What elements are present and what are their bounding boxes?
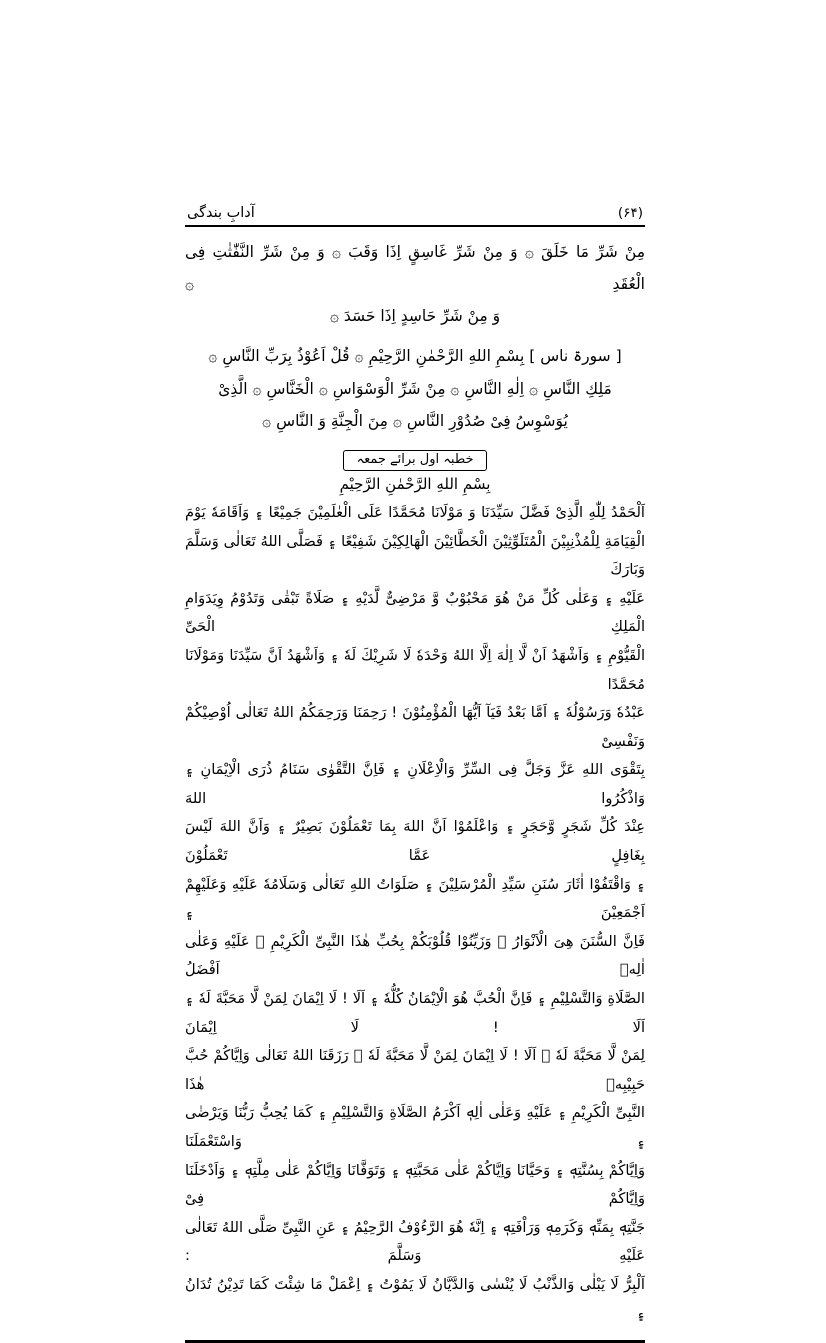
page-content xyxy=(185,205,645,1343)
khutba-body-line: عَلَيْهِ ۽ وَعَلٰى كُلِّ مَنْ هُوَ مَحْبُوْبٌ وَّ مَرْضِىٌّ لَّدَيْهِ ۽ صَلَاةً تَبْقٰى وَتَدُوْمُ وِيَدَوَامِ الْمَلِكِ الْحَىِّ xyxy=(185,589,645,636)
khutba-body-line: الصَّلَاةِ وَالتَّسْلِيْمِ ۽ فَاِنَّ الْحُبَّ هُوَ الْاِيْمَانُ كُلُّهٗ ۽ اَلَا ! لَا اِيْمَانَ لِمَنْ لَّا مَحَبَّةَ لَهٗ ۽ اَلَا ! لَا اِيْمَانَ xyxy=(185,990,645,1036)
book-title: آدابِ بندگی xyxy=(187,205,255,221)
khutba-body xyxy=(185,499,645,1328)
khutba-body-line: جَنَّتِهٖ بِمَنِّهٖ وَكَرَمِهٖ وَرَاْفَتِهٖ ۽ اِنَّهٗ هُوَ الرَّءُوْفُ الرَّحِيْمُ ۽ عَنِ النَّبِىِّ صَلَّى اللهُ تَعَالٰى عَلَيْهِ وَسَلَّمَ : xyxy=(185,1218,645,1265)
quran-verses-falaq xyxy=(185,237,645,332)
khutba-body-line: اَلْبِرُّ لَا يَبْلٰى وَالذَّنْبُ لَا يُنْسٰى وَالدَّيَّانُ لَا يَمُوْتُ ۽ اِعْمَلْ مَا شِئْتَ كَمَا تَدِيْنُ تُدَانُ ۽ xyxy=(185,1275,645,1322)
khutba-body-line: النَّبِىِّ الْكَرِيْمِ ۽ عَلَيْهِ وَعَلٰى اٰلِهٖ اَكْرَمُ الصَّلَاةِ وَالتَّسْلِيْمِ ۽ كَمَا يُحِبُّ رَبُّنَا وَيَرْضٰى ۽ وَاسْتَعْمَلَنَا xyxy=(185,1104,645,1150)
khutba-body-line: فَاِنَّ السُّنَنَ هِىَ الْاَنْوَارُ ۽ وَزَيِّنُوْا قُلُوْبَكُمْ بِحُبِّ هٰذَا النَّبِىِّ الْكَرِيْمِ ۽ عَلَيْهِ وَعَلٰى اٰلِهٖ اَفْضَلُ xyxy=(185,932,645,979)
page-number: (۶۴) xyxy=(617,205,643,221)
header-divider xyxy=(185,225,645,227)
khutba-body-line: اَلْحَمْدُ لِلّٰهِ الَّذِىْ فَضَّلَ سَيِّدَنَا وَ مَوْلَانَا مُحَمَّدًا عَلَى الْعٰلَمِيْنَ جَمِيْعًا ۽ وَاَقَامَهٗ يَوْمَ xyxy=(185,503,645,521)
khutba-body-line: الْقَيُّوْمِ ۽ وَاَشْهَدُ اَنْ لَّا اِلٰهَ اِلَّا اللهُ وَحْدَهٗ لَا شَرِيْكَ لَهٗ ۽ وَاَشْهَدُ اَنَّ سَيِّدَنَا وَمَوْلَانَا مُحَمَّدًا xyxy=(185,646,645,693)
quran-verse-line: مِنْ شَرِّ مَا خَلَقَ ۞ وَ مِنْ شَرِّ غَاسِقٍ اِذَا وَقَبَ ۞ وَ مِنْ شَرِّ النَّفّٰثٰتِ فِى الْعُقَدِ ۞ xyxy=(185,243,645,293)
khutba-heading-label: خطبہ اول برائے جمعہ xyxy=(343,450,486,471)
khutba-heading xyxy=(185,448,645,471)
khutba-body-line: عَبْدُهٗ وَرَسُوْلُهٗ ۽ اَمَّا بَعْدُ فَيَآ اَيُّهَا الْمُؤْمِنُوْنَ ! رَحِمَنَا وَرَحِمَكُمُ اللهُ تَعَالٰى اُوْصِيْكُمْ وَنَفْسِىْ xyxy=(185,704,645,750)
surah-nas-line: يُوَسْوِسُ فِىْ صُدُوْرِ النَّاسِ ۞ مِنَ الْجِنَّةِ وَ النَّاسِ ۞ xyxy=(262,412,568,431)
page-header xyxy=(185,205,645,225)
khutba-body-line: بِتَقْوَى اللهِ عَزَّ وَجَلَّ فِى السِّرِّ وَالْاِعْلَانِ ۽ فَاِنَّ التَّقْوٰى سَنَامُ ذُرَى الْاِيْمَانِ ۽ وَاذْكُرُوا اللهَ xyxy=(185,761,645,807)
surah-nas-line: [ سورۃ ناس ] بِسْمِ اللهِ الرَّحْمٰنِ الرَّحِيْمِ ۞ قُلْ اَعُوْذُ بِرَبِّ النَّاسِ ۞ xyxy=(208,347,622,366)
khutba-body-line: الْقِيَامَةِ لِلْمُذْنِبِيْنَ الْمُتَلَوِّثِيْنَ الْخَطَّائِيْنَ الْهَالِكِيْنَ شَفِيْعًا ۽ فَصَلَّى اللهُ تَعَالٰى وَسَلَّمَ وَبَارَكَ xyxy=(185,532,645,579)
khutba-body-line: لِمَنْ لَّا مَحَبَّةَ لَهٗ ۽ اَلَا ! لَا اِيْمَانَ لِمَنْ لَّا مَحَبَّةَ لَهٗ ۽ رَزَقَنَا اللهُ تَعَالٰى وَاِيَّاكُمْ حُبَّ حَبِيْبِهٖ هٰذَا xyxy=(185,1047,645,1093)
khutba-body-line: وَاِيَّاكُمْ بِسُنَّتِهٖ ۽ وَحَيَّانَا وَاِيَّاكُمْ عَلٰى مَحَبَّتِهٖ ۽ وَتَوَفَّانَا وَاِيَّاكُمْ عَلٰى مِلَّتِهٖ ۽ وَاَدْخَلَنَا وَاِيَّاكُمْ فِىْ xyxy=(185,1161,645,1208)
basmala-line: بِسْمِ اللهِ الرَّحْمٰنِ الرَّحِيْمِ xyxy=(339,474,491,493)
surah-nas-line: مَلِكِ النَّاسِ ۞ اِلٰهِ النَّاسِ ۞ مِنْ شَرِّ الْوَسْوَاسِ ۞ الْخَنَّاسِ ۞ الَّذِىْ xyxy=(218,379,612,398)
quran-verse-line: وَ مِنْ شَرِّ حَاسِدٍ اِذَا حَسَدَ ۞ xyxy=(329,306,501,325)
surah-nas-block xyxy=(185,340,645,438)
khutba-body-line: عِنْدَ كُلِّ شَجَرٍ وَّحَجَرٍ ۽ وَاعْلَمُوْا اَنَّ اللهَ بِمَا تَعْمَلُوْنَ بَصِيْرٌ ۽ وَاَنَّ اللهَ لَيْسَ بِغَافِلٍ عَمَّا تَعْمَلُوْنَ xyxy=(185,818,645,865)
khutba-body-line: ۽ وَاقْتَفُوْا اٰثَارَ سُنَنِ سَيِّدِ الْمُرْسَلِيْنَ ۽ صَلَوَاتُ اللهِ تَعَالٰى وَسَلَامُهٗ عَلَيْهِ وَعَلَيْهِمْ اَجْمَعِيْنَ ۽ xyxy=(185,875,645,922)
